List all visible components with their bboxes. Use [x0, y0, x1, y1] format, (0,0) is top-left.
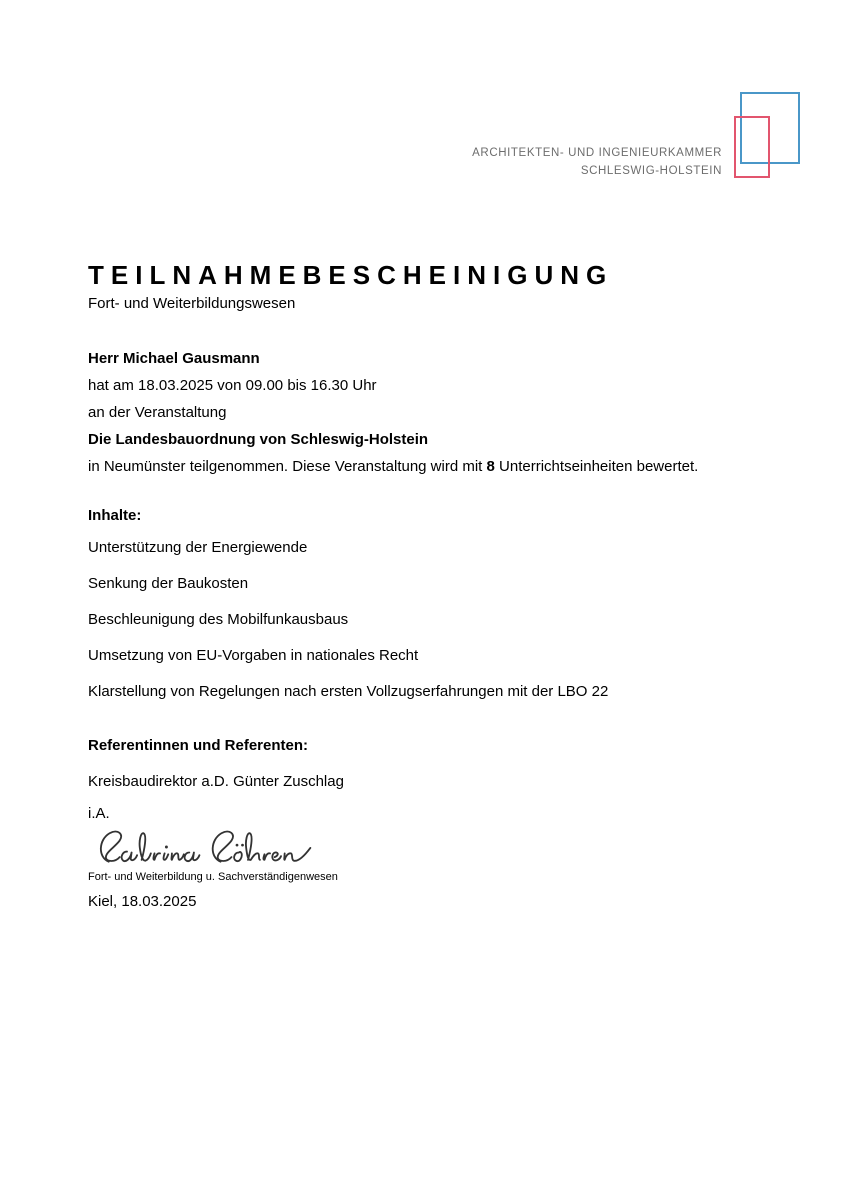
participant-name: Herr Michael Gausmann: [88, 350, 260, 367]
date-time-line: hat am 18.03.2025 von 09.00 bis 16.30 Uhr: [88, 377, 377, 394]
content-item: Klarstellung von Regelungen nach ersten Vollzugserfahrungen mit der LBO 22: [88, 683, 609, 700]
content-item: Beschleunigung des Mobilfunkausbaus: [88, 611, 349, 628]
signature-department: Fort- und Weiterbildung u. Sachverständigenwesen: [88, 871, 338, 883]
signature-prefix: i.A.: [88, 805, 110, 822]
org-name-line1: ARCHITEKTEN- UND INGENIEURKAMMER: [472, 147, 722, 159]
event-intro-line: an der Veranstaltung: [88, 404, 227, 421]
place-date: Kiel, 18.03.2025: [88, 893, 197, 910]
chamber-logo-icon: [734, 92, 800, 178]
certificate-title: TEILNAHMEBESCHEINIGUNG: [88, 260, 614, 290]
units-value: 8: [486, 458, 495, 475]
speaker-name: Kreisbaudirektor a.D. Günter Zuschlag: [88, 773, 344, 790]
org-name: [472, 144, 722, 180]
result-line-pre: in Neumünster teilgenommen. Diese Veranstaltung wird mit: [88, 458, 483, 475]
participation-block: [88, 345, 788, 480]
contents-list: [88, 539, 788, 701]
result-line-post: Unterrichtseinheiten bewertet.: [499, 458, 699, 475]
certificate-subtitle: Fort- und Weiterbildungswesen: [88, 295, 296, 312]
signature-image: [88, 825, 320, 869]
content-item: Umsetzung von EU-Vorgaben in nationales Recht: [88, 647, 419, 664]
event-title: Die Landesbauordnung von Schleswig-Holstein: [88, 431, 429, 448]
content-item: Unterstützung der Energiewende: [88, 539, 308, 556]
logo-red-square: [734, 116, 770, 178]
speakers-label: Referentinnen und Referenten:: [88, 737, 309, 754]
content-item: Senkung der Baukosten: [88, 575, 249, 592]
contents-label: Inhalte:: [88, 507, 142, 524]
result-line: [88, 453, 788, 480]
org-name-line2: SCHLESWIG-HOLSTEIN: [580, 165, 722, 177]
